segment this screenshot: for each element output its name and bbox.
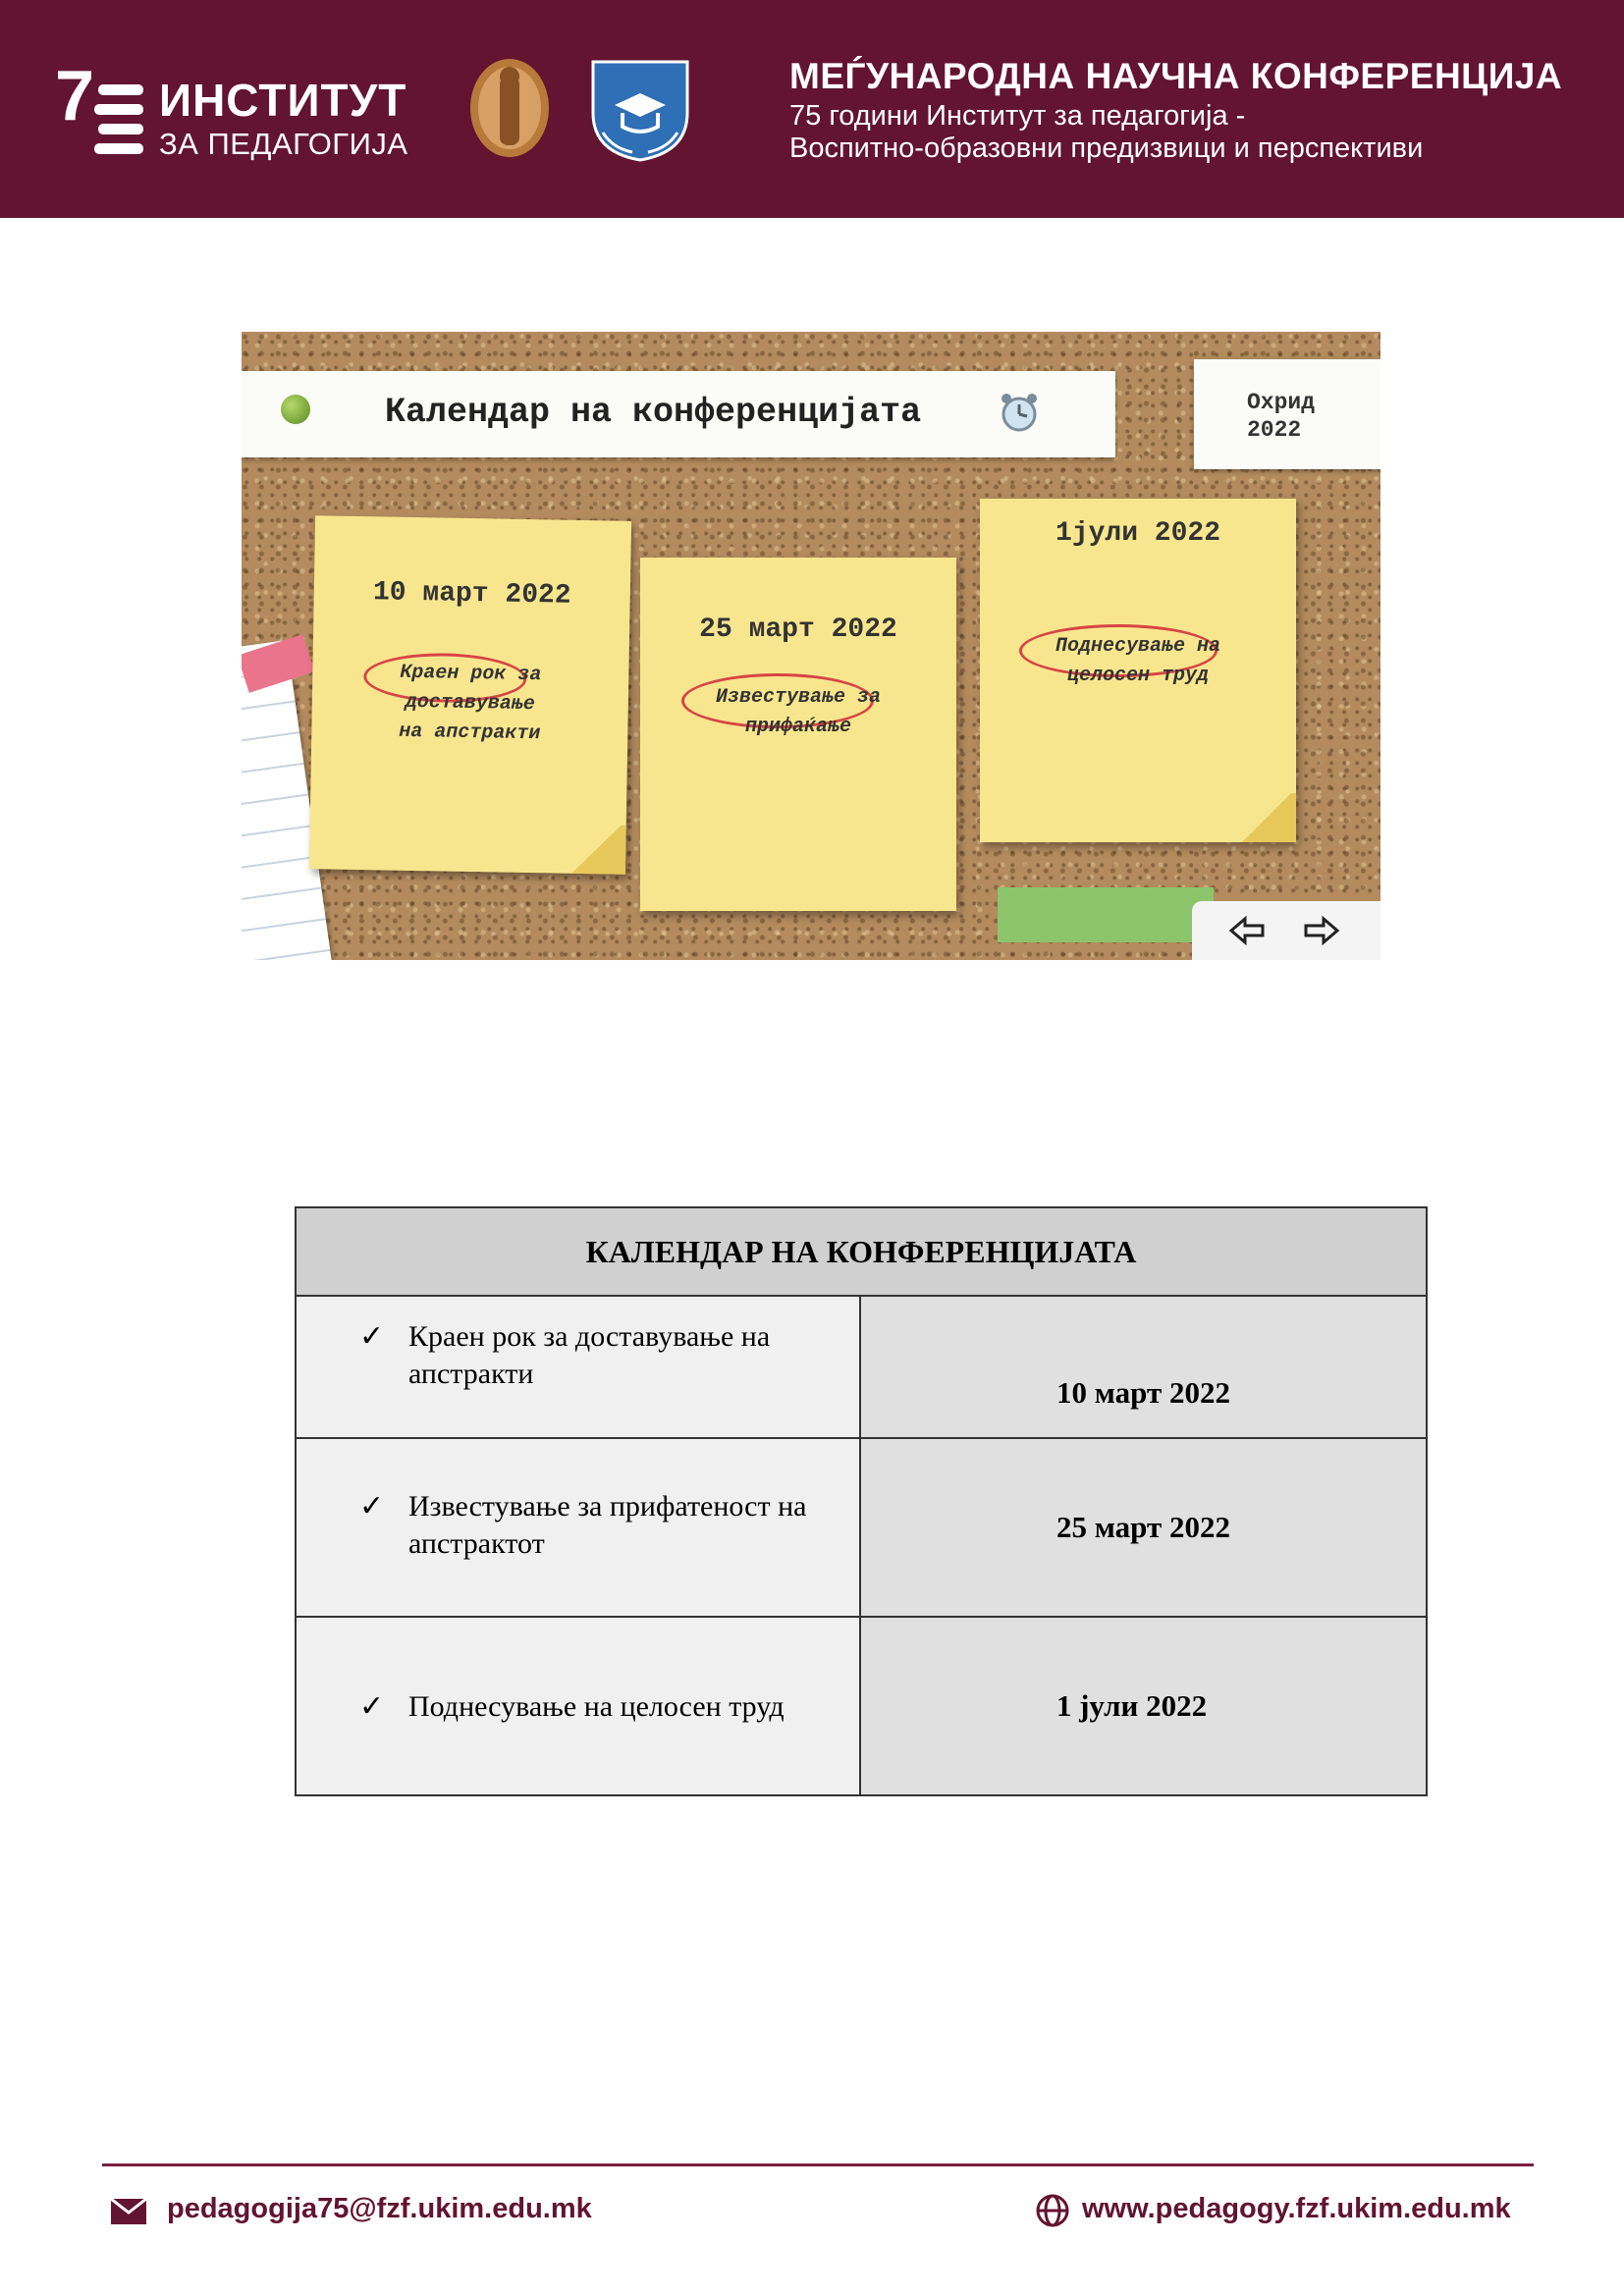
check-icon: ✓ <box>359 1320 385 1353</box>
table-label-cell <box>296 1438 860 1617</box>
conference-subtitle-line2: Воспитно-образовни предизвици и перспективи <box>789 133 1424 164</box>
page-header <box>0 0 1624 218</box>
table-row <box>296 1438 1427 1617</box>
table-header-row <box>296 1207 1427 1296</box>
conference-calendar-image <box>242 332 1380 960</box>
university-seal-icon <box>467 55 552 161</box>
row-label: Краен рок за доставување на апстракти <box>408 1320 771 1390</box>
sticky-note-2 <box>640 558 956 911</box>
footer-website-link[interactable]: www.pedagogy.fzf.ukim.edu.mk <box>1082 2193 1511 2224</box>
institute-75-logo-icon <box>55 59 148 157</box>
svg-text:7: 7 <box>55 59 95 135</box>
sticky-note-text <box>980 632 1296 691</box>
sticky-note-line: Известување за <box>715 686 882 709</box>
sticky-note-line: Краен рок за <box>400 661 542 687</box>
pin-icon <box>281 395 310 424</box>
sticky-note-1 <box>309 515 631 875</box>
row-label: Поднесување на целосен труд <box>408 1690 785 1723</box>
table-row <box>296 1296 1427 1438</box>
table-date-cell <box>860 1296 1427 1438</box>
board-title-bar <box>242 371 1115 457</box>
ohrid-note <box>1194 359 1380 469</box>
board-title: Календар на конференцијата <box>385 393 922 432</box>
conference-subtitle-line1: 75 години Институт за педагогија - <box>789 100 1246 132</box>
footer-divider <box>102 2163 1534 2166</box>
green-tab <box>998 887 1214 942</box>
check-icon: ✓ <box>359 1490 385 1522</box>
mail-icon <box>110 2198 147 2225</box>
row-date: 10 март 2022 <box>1056 1375 1230 1410</box>
sticky-note-date: 10 март 2022 <box>372 577 571 612</box>
sticky-note-line: целосен труд <box>1066 665 1210 687</box>
arrow-left-icon[interactable] <box>1227 911 1267 950</box>
sticky-note-3 <box>980 499 1296 842</box>
arrow-right-icon[interactable] <box>1302 911 1341 950</box>
conference-title: МЕЃУНАРОДНА НАУЧНА КОНФЕРЕНЦИЈА <box>789 56 1563 96</box>
check-icon: ✓ <box>359 1690 385 1723</box>
row-date: 25 март 2022 <box>1056 1510 1230 1544</box>
institute-name: ИНСТИТУТ <box>159 75 407 126</box>
page-curl <box>1237 793 1296 842</box>
ohrid-note-text: Охрид 2022 <box>1247 390 1316 443</box>
sticky-note-text <box>640 683 956 742</box>
table-date-cell <box>860 1438 1427 1617</box>
alarm-clock-icon <box>998 391 1041 434</box>
sticky-note-line: Поднесување на <box>1055 635 1221 658</box>
globe-icon <box>1035 2193 1070 2228</box>
table-row <box>296 1617 1427 1795</box>
table-heading: КАЛЕНДАР НА КОНФЕРЕНЦИЈАТА <box>296 1207 1427 1296</box>
sticky-note-date: 1јули 2022 <box>1055 518 1221 549</box>
slide-navigation <box>1192 901 1380 960</box>
institute-subtitle: ЗА ПЕДАГОГИЈА <box>159 127 408 161</box>
conference-subtitle <box>789 100 1423 165</box>
row-label: Известување за прифатеност на апстрактот <box>408 1490 807 1560</box>
sticky-note-line: прифаќање <box>744 716 852 738</box>
sticky-note-text <box>311 657 629 751</box>
calendar-table <box>295 1206 1428 1796</box>
row-date: 1 јули 2022 <box>1056 1688 1208 1723</box>
sticky-note-date: 25 март 2022 <box>699 614 897 645</box>
sticky-note-line: доставување <box>405 690 536 717</box>
sticky-note-line: на апстракти <box>399 720 541 746</box>
table-label-cell <box>296 1296 860 1438</box>
table-date-cell <box>860 1617 1427 1795</box>
page-curl <box>567 825 626 875</box>
footer-email-link[interactable]: pedagogija75@fzf.ukim.edu.mk <box>167 2193 592 2224</box>
table-label-cell <box>296 1617 860 1795</box>
faculty-emblem-icon <box>583 54 697 162</box>
